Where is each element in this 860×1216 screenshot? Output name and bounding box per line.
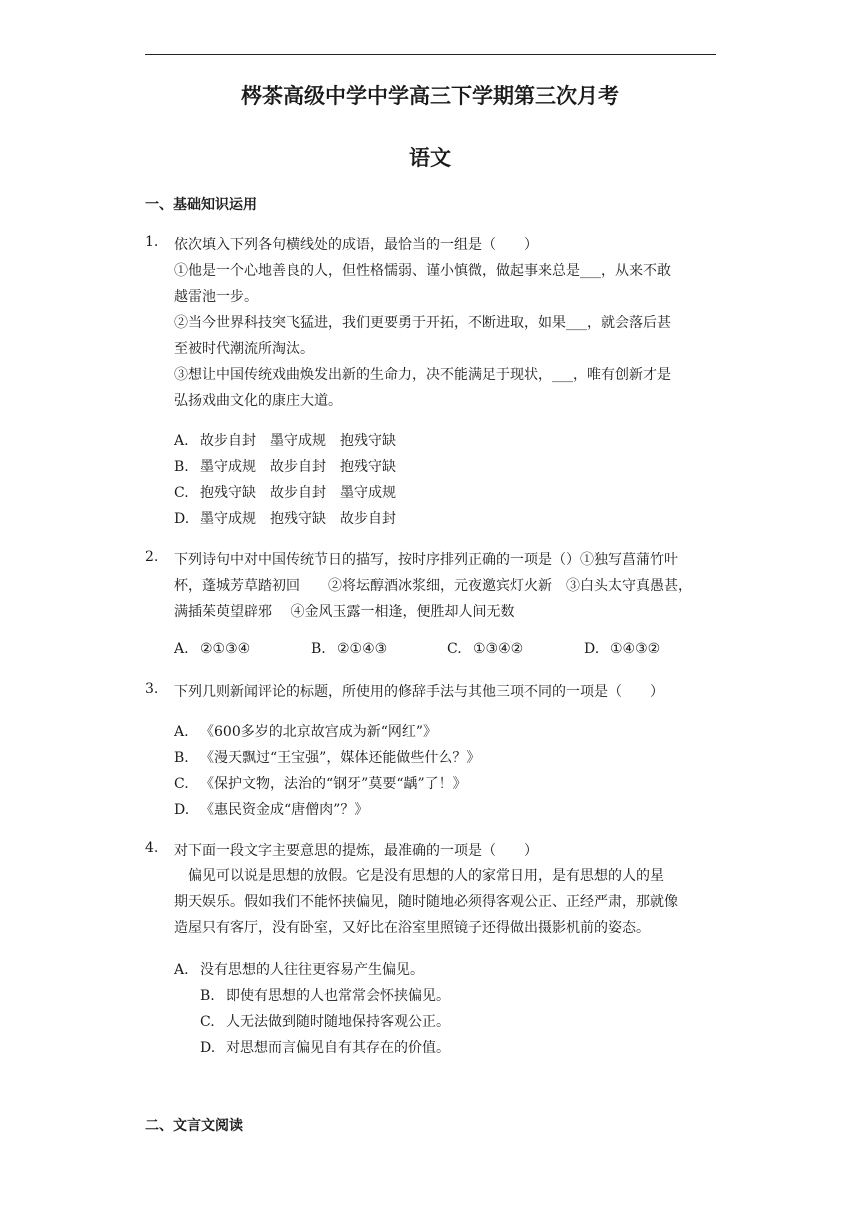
option-letter: A. [174,433,189,449]
answer-option-b[interactable] [174,747,480,767]
answer-option-d[interactable] [200,1037,450,1057]
header-rule [145,54,716,55]
question-stem: 下列几则新闻评论的标题，所使用的修辞手法与其他三项不同的一项是（ ） [174,684,664,700]
question-text-line: 越雷池一步。 [174,289,258,305]
option-letter: C. [174,776,189,792]
option-text: 《漫天飘过“王宝强”，媒体还能做些什么？》 [200,750,481,766]
answer-option-c[interactable] [174,482,396,502]
option-letter: C. [447,641,462,657]
option-letter: D. [200,1040,216,1056]
option-text: ①③④② [473,641,524,657]
option-letter: A. [174,724,189,740]
answer-option-a[interactable] [174,430,396,450]
question-text-line: 至被时代潮流所淘汰。 [174,341,314,357]
question-number: 1. [145,234,159,250]
answer-option-a[interactable] [174,641,250,657]
option-text: 抱残守缺 故步自封 墨守成规 [200,485,396,501]
subject-title: 语文 [409,145,451,170]
passage-line: 造屋只有客厅，没有卧室，又好比在浴室里照镜子还得做出摄影机前的姿态。 [174,920,650,936]
option-letter: D. [174,511,190,527]
answer-option-c[interactable] [447,641,523,657]
answer-option-b[interactable] [200,985,450,1005]
option-text: 即使有思想的人也常常会怀挟偏见。 [226,988,450,1004]
answer-option-d[interactable] [174,508,396,528]
option-text: 《惠民资金成“唐僧肉”？》 [200,802,369,818]
option-text: 故步自封 墨守成规 抱残守缺 [200,433,396,449]
question-number: 2. [145,549,159,565]
option-letter: D. [584,641,600,657]
option-letter: B. [174,459,189,475]
option-letter: C. [200,1014,215,1030]
option-text: ①④③② [610,641,661,657]
option-letter: A. [174,962,189,978]
answer-option-a[interactable] [174,959,424,979]
question-number: 4. [145,840,159,856]
answer-option-b[interactable] [174,456,396,476]
option-text: 《600多岁的北京故宫成为新“网红”》 [200,724,438,740]
answer-option-c[interactable] [200,1011,450,1031]
answer-option-b[interactable] [311,641,387,657]
section-heading-basic-knowledge: 一、基础知识运用 [145,197,257,213]
answer-option-a[interactable] [174,721,437,741]
option-letter: C. [174,485,189,501]
option-text: 人无法做到随时随地保持客观公正。 [226,1014,450,1030]
section-heading-classical-reading: 二、文言文阅读 [145,1118,243,1134]
option-text: 墨守成规 抱残守缺 故步自封 [200,511,396,527]
option-text: 《保护文物，法治的“钢牙”莫要“龋”了！》 [200,776,467,792]
option-letter: D. [174,802,190,818]
answer-option-d[interactable] [584,641,660,657]
exam-title: 梣茶高级中学中学高三下学期第三次月考 [241,83,619,108]
question-number: 3. [145,681,159,697]
question-text-line: ①他是一个心地善良的人，但性格懦弱、谨小慎微，做起事来总是___，从来不敢 [174,263,671,279]
option-letter: A. [174,641,189,657]
question-stem: 对下面一段文字主要意思的提炼，最准确的一项是（ ） [174,843,538,859]
option-text: ②①③④ [200,641,251,657]
question-stem: 下列诗句中对中国传统节日的描写，按时序排列正确的一项是（）①独写菖蒲竹叶 [174,552,678,568]
option-letter: B. [200,988,215,1004]
option-text: 墨守成规 故步自封 抱残守缺 [200,459,396,475]
answer-option-c[interactable] [174,773,467,793]
question-text-line: ②当今世界科技突飞猛进，我们更要勇于开拓，不断进取，如果___，就会落后甚 [174,315,671,331]
question-text-line: ③想让中国传统戏曲焕发出新的生命力，决不能满足于现状，___，唯有创新才是 [174,367,671,383]
answer-option-d[interactable] [174,799,368,819]
question-text-line: 满插茱萸望辟邪 ④金风玉露一相逢，便胜却人间无数 [174,604,515,620]
passage-line: 偏见可以说是思想的放假。它是没有思想的人的家常日用，是有思想的人的星 [174,868,664,884]
passage-line: 期天娱乐。假如我们不能怀挟偏见，随时随地必须得客观公正、正经严肃，那就像 [174,894,678,910]
option-text: 没有思想的人往往更容易产生偏见。 [200,962,424,978]
option-text: 对思想而言偏见自有其存在的价值。 [226,1040,450,1056]
option-text: ②①④③ [337,641,388,657]
question-text-line: 杯，蓬城芳草踏初回 ②将坛醇酒冰浆细，元夜邀宾灯火新 ③白头太守真愚甚， [174,578,692,594]
option-letter: B. [174,750,189,766]
question-text-line: 弘扬戏曲文化的康庄大道。 [174,393,342,409]
option-letter: B. [311,641,326,657]
question-stem: 依次填入下列各句横线处的成语，最恰当的一组是（ ） [174,237,538,253]
